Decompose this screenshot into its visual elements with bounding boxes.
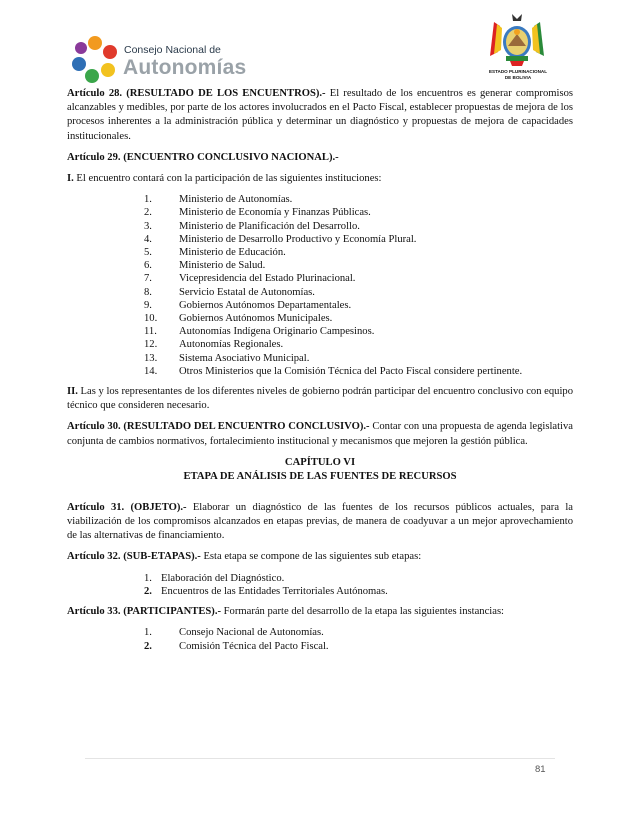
institutions-list: [67, 193, 573, 378]
article-29-title-paragraph: [67, 151, 573, 165]
page-number: 81: [535, 764, 546, 775]
list-item: [67, 338, 573, 351]
list-item-text: Encuentros de las Entidades Territoriales Autónomas.: [161, 585, 388, 597]
list-item-text: Autonomías Regionales.: [179, 339, 284, 351]
list-item-number: 1.: [144, 627, 152, 639]
participants-list: [67, 626, 573, 652]
list-item: [67, 640, 573, 653]
article-29-paragraph-1: [67, 172, 573, 186]
article-31: [67, 501, 573, 544]
list-item-number: 12.: [144, 339, 158, 351]
list-item-text: Elaboración del Diagnóstico.: [161, 572, 285, 584]
list-item: [67, 259, 573, 272]
bolivia-crest: [482, 12, 562, 87]
crest-caption-line1: ESTADO PLURINACIONAL: [488, 69, 548, 74]
list-item: [67, 272, 573, 285]
list-item: [67, 246, 573, 259]
sub-stages-list: [67, 572, 573, 598]
article-29-para2-label: II.: [67, 386, 78, 398]
list-item: [67, 585, 573, 598]
list-item-number: 6.: [144, 260, 152, 272]
article-33-title: Artículo 33. (PARTICIPANTES).-: [67, 606, 222, 618]
page-header: [0, 0, 638, 85]
list-item-text: Ministerio de Educación.: [179, 247, 286, 259]
list-item: [67, 352, 573, 365]
list-item-text: Sistema Asociativo Municipal.: [179, 352, 310, 364]
list-item: [67, 220, 573, 233]
article-32: [67, 550, 573, 564]
list-item: [67, 193, 573, 206]
article-29-para2-text: Las y los representantes de los diferentes niveles de gobierno podrán participar del encuentro conclusivo con equipo técnico que consideren necesario.: [67, 386, 573, 412]
list-item: [67, 312, 573, 325]
article-33: [67, 605, 573, 619]
list-item-text: Ministerio de Economía y Finanzas Públicas.: [179, 207, 371, 219]
list-item-number: 5.: [144, 247, 152, 259]
list-item-number: 2.: [144, 207, 152, 219]
list-item: [67, 365, 573, 378]
list-item-text: Comisión Técnica del Pacto Fiscal.: [179, 640, 329, 652]
article-32-title: Artículo 32. (SUB-ETAPAS).-: [67, 551, 201, 563]
list-item-number: 10.: [144, 313, 158, 325]
list-item: [67, 299, 573, 312]
chapter-heading: [67, 456, 573, 484]
article-30: [67, 420, 573, 448]
list-item-number: 1.: [144, 572, 152, 584]
logo-line2: Autonomías: [123, 56, 247, 79]
document-body: [67, 87, 573, 660]
list-item-text: Consejo Nacional de Autonomías.: [179, 627, 324, 639]
list-item-text: Ministerio de Salud.: [179, 260, 266, 272]
crest-caption-line2: DE BOLIVIA: [504, 75, 532, 80]
article-33-text: Formarán parte del desarrollo de la etapa las siguientes instancias:: [221, 606, 505, 618]
list-item-number: 13.: [144, 352, 158, 364]
article-32-text: Esta etapa se compone de las siguientes sub etapas:: [200, 551, 422, 563]
list-item-number: 9.: [144, 299, 152, 311]
article-29-title: Artículo 29. (ENCUENTRO CONCLUSIVO NACIONAL).-: [67, 151, 339, 163]
list-item-number: 1.: [144, 194, 152, 206]
article-28-title: Artículo 28. (RESULTADO DE LOS ENCUENTROS).-: [67, 88, 326, 99]
article-29-para1-text: El encuentro contará con la participación de las siguientes instituciones:: [73, 173, 382, 185]
list-item: [67, 233, 573, 246]
list-item-number: 4.: [144, 233, 152, 245]
consejo-logo: [70, 34, 260, 84]
bolivia-coat-of-arms-icon: [488, 12, 546, 68]
consejo-logo-mark-icon: [70, 34, 120, 84]
article-30-text: Contar con una propuesta de agenda legislativa conjunta de cambios normativos, fortalecimiento institucional y mecanismos que mejoren la gestión pública.: [67, 421, 573, 447]
list-item-text: Otros Ministerios que la Comisión Técnica del Pacto Fiscal considere pertinente.: [179, 365, 523, 377]
article-31-title: Artículo 31. (OBJETO).-: [67, 501, 187, 513]
list-item-text: Servicio Estatal de Autonomías.: [179, 286, 315, 298]
article-29-para1-label: I.: [67, 173, 74, 185]
list-item: [67, 572, 573, 585]
article-28-text: El resultado de los encuentros es generar compromisos alcanzables y medibles, por parte de los actores involucrados en el Pacto Fiscal, establecer propuestas de mejora de los procesos inherentes a la administración pública y determinar un diagnóstico y propuestas de mejora de capacidades institucionales.: [67, 88, 573, 142]
list-item-number: 7.: [144, 273, 152, 285]
article-28: [67, 87, 573, 144]
list-item-text: Gobiernos Autónomos Municipales.: [179, 313, 333, 325]
list-item: [67, 286, 573, 299]
list-item-text: Vicepresidencia del Estado Plurinacional.: [179, 273, 356, 285]
list-item-text: Gobiernos Autónomos Departamentales.: [179, 299, 352, 311]
list-item: [67, 325, 573, 338]
chapter-number: CAPÍTULO VI: [284, 456, 356, 468]
list-item-text: Ministerio de Planificación del Desarrollo.: [179, 220, 360, 232]
article-29-paragraph-2: [67, 385, 573, 413]
list-item-number: 2.: [144, 640, 152, 652]
list-item-number: 3.: [144, 220, 152, 232]
list-item-text: Ministerio de Autonomías.: [179, 194, 293, 206]
footer-divider: [85, 758, 555, 759]
list-item-text: Autonomías Indígena Originario Campesinos.: [179, 326, 375, 338]
logo-line1: Consejo Nacional de: [124, 44, 221, 56]
list-item: [67, 206, 573, 219]
article-30-title: Artículo 30. (RESULTADO DEL ENCUENTRO CONCLUSIVO).-: [67, 421, 370, 433]
list-item-number: 8.: [144, 286, 152, 298]
list-item-text: Ministerio de Desarrollo Productivo y Economía Plural.: [179, 233, 417, 245]
list-item-number: 14.: [144, 365, 158, 377]
list-item-number: 2.: [144, 585, 152, 597]
article-31-text: Elaborar un diagnóstico de las fuentes de los recursos públicos actuales, para la viabilización de los compromisos alcanzados en etapas previas, de manera de coadyuvar a un mejor aprovechamiento de las alternativas de financiamiento.: [67, 501, 573, 542]
chapter-title: ETAPA DE ANÁLISIS DE LAS FUENTES DE RECURSOS: [183, 470, 457, 482]
list-item: [67, 626, 573, 639]
list-item-number: 11.: [144, 326, 157, 338]
